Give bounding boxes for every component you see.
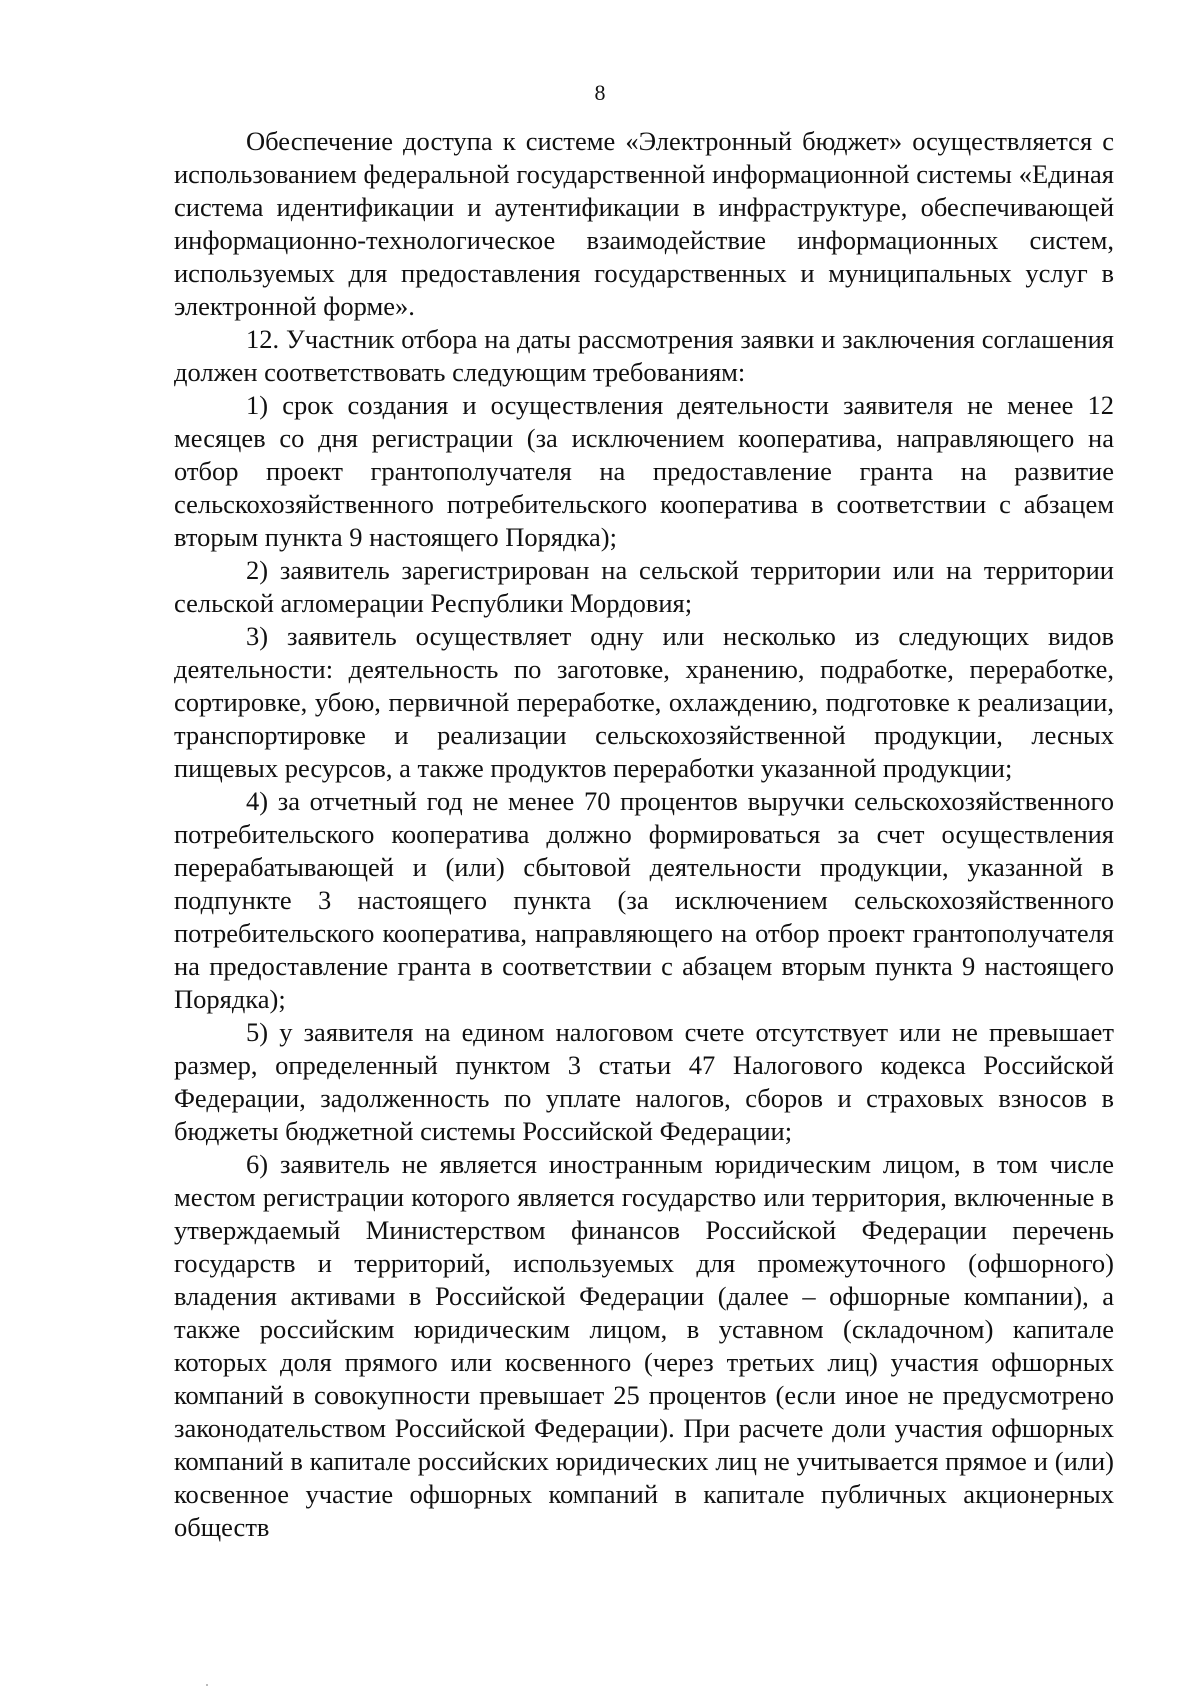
requirement-1: 1) срок создания и осуществления деятельности заявителя не менее 12 месяцев со дня регистрации (за исключением кооператива, направляющего на отбор проект грантополучателя на предоставление гранта на развитие сельскохозяйственного потребительского кооператива в соответствии с абзацем вторым пункта 9 настоящего Порядка); [174, 390, 1114, 552]
requirement-6: 6) заявитель не является иностранным юридическим лицом, в том числе местом регистрации которого является государство или территория, включенные в утверждаемый Министерством финансов Российской Федерации перечень государств и территорий, используемых для промежуточного (офшорного) владения активами в Российской Федерации (далее – офшорные компании), а также российским юридическим лицом, в уставном (складочном) капитале которых доля прямого или косвенного (через третьих лиц) участия офшорных компаний в совокупности превышает 25 процентов (если иное не предусмотрено законодательством Российской Федерации). При расчете доли участия офшорных компаний в капитале российских юридических лиц не учитывается прямое и (или) косвенное участие офшорных компаний в капитале публичных акционерных обществ [174, 1149, 1114, 1542]
requirement-2: 2) заявитель зарегистрирован на сельской территории или на территории сельской агломерации Республики Мордовия; [174, 555, 1114, 618]
document-body [174, 125, 1114, 1544]
requirement-3: 3) заявитель осуществляет одну или несколько из следующих видов деятельности: деятельность по заготовке, хранению, подработке, переработке, сортировке, убою, первичной переработке, охлаждению, подготовке к реализации, транспортировке и реализации сельскохозяйственной продукции, лесных пищевых ресурсов, а также продуктов переработки указанной продукции; [174, 621, 1114, 783]
paragraph-electronic-budget-access: Обеспечение доступа к системе «Электронный бюджет» осуществляется с использованием федеральной государственной информационной системы «Единая система идентификации и аутентификации в инфраструктуре, обеспечивающей информационно-технологическое взаимодействие информационных систем, используемых для предоставления государственных и муниципальных услуг в электронной форме». [174, 126, 1114, 321]
page-number: 8 [594, 80, 606, 105]
requirement-5: 5) у заявителя на едином налоговом счете отсутствует или не превышает размер, определенный пунктом 3 статьи 47 Налогового кодекса Российской Федерации, задолженность по уплате налогов, сборов и страховых взносов в бюджеты бюджетной системы Российской Федерации; [174, 1017, 1114, 1146]
paragraph-12-requirements: 12. Участник отбора на даты рассмотрения заявки и заключения соглашения должен соответствовать следующим требованиям: [174, 324, 1114, 387]
scan-dust-mark [206, 1684, 208, 1686]
requirement-4: 4) за отчетный год не менее 70 процентов выручки сельскохозяйственного потребительского кооператива должно формироваться за счет осуществления перерабатывающей и (или) сбытовой деятельности продукции, указанной в подпункте 3 настоящего пункта (за исключением сельскохозяйственного потребительского кооператива, направляющего на отбор проект грантополучателя на предоставление гранта в соответствии с абзацем вторым пункта 9 настоящего Порядка); [174, 786, 1114, 1014]
